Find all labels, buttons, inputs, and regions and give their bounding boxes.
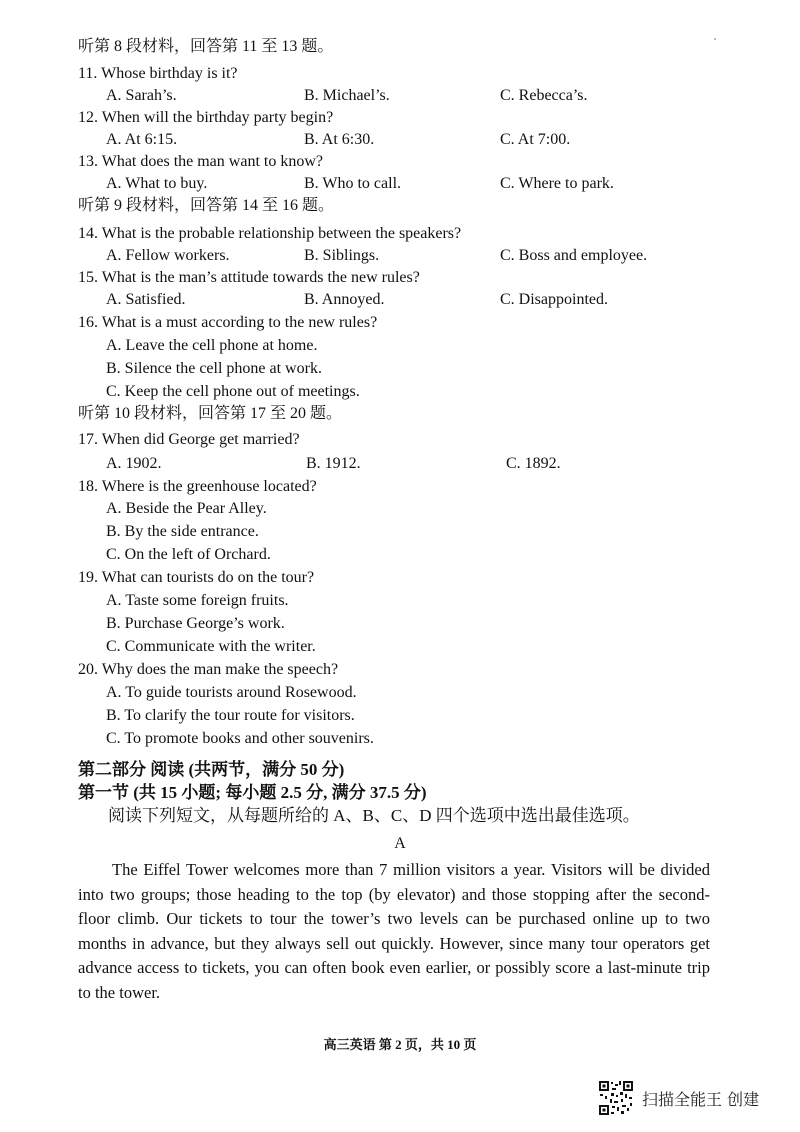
q16-option-c: C. Keep the cell phone out of meetings. (106, 383, 360, 400)
q19-option-c: C. Communicate with the writer. (106, 638, 316, 655)
question-16: 16. What is a must according to the new rules? (78, 314, 378, 331)
q20-option-a: A. To guide tourists around Rosewood. (106, 684, 357, 701)
question-17: 17. When did George get married? (78, 431, 300, 448)
question-13: 13. What does the man want to know? (78, 153, 323, 170)
q16-option-b: B. Silence the cell phone at work. (106, 360, 322, 377)
q18-option-b: B. By the side entrance. (106, 523, 259, 540)
section-9-instruction: 听第 9 段材料，回答第 14 至 16 题。 (78, 197, 335, 214)
q18-option-a: A. Beside the Pear Alley. (106, 500, 267, 517)
question-18: 18. Where is the greenhouse located? (78, 478, 317, 495)
q11-option-a: A. Sarah’s. (106, 87, 177, 104)
q14-option-b: B. Siblings. (304, 247, 380, 264)
q14-option-c: C. Boss and employee. (500, 247, 648, 264)
question-14: 14. What is the probable relationship between the speakers? (78, 225, 462, 242)
question-12: 12. When will the birthday party begin? (78, 109, 334, 126)
q17-option-b: B. 1912. (306, 455, 361, 472)
passage-label: A (394, 835, 406, 852)
scanner-watermark (598, 1080, 759, 1116)
q11-option-b: B. Michael’s. (304, 87, 390, 104)
question-20: 20. Why does the man make the speech? (78, 661, 339, 678)
q12-option-b: B. At 6:30. (304, 131, 375, 148)
q17-option-c: C. 1892. (506, 455, 561, 472)
reading-instruction: 阅读下列短文，从每题所给的 A、B、C、D 四个选项中选出最佳选项。 (108, 806, 640, 825)
q11-option-c: C. Rebecca’s. (500, 87, 588, 104)
passage-a-text (78, 858, 710, 1005)
q17-option-a: A. 1902. (106, 455, 162, 472)
q20-option-c: C. To promote books and other souvenirs. (106, 730, 374, 747)
question-11: 11. Whose birthday is it? (78, 65, 238, 82)
q13-option-c: C. Where to park. (500, 175, 614, 192)
q15-option-c: C. Disappointed. (500, 291, 608, 308)
q13-option-b: B. Who to call. (304, 175, 402, 192)
q13-option-a: A. What to buy. (106, 175, 208, 192)
q19-option-a: A. Taste some foreign fruits. (106, 592, 289, 609)
part-2-heading: 第二部分 阅读 (共两节，满分 50 分) (78, 760, 345, 779)
q19-option-b: B. Purchase George’s work. (106, 615, 285, 632)
q12-option-c: C. At 7:00. (500, 131, 571, 148)
page-footer: 高三英语 第 2 页，共 10 页 (323, 1037, 477, 1052)
scan-speck (714, 38, 716, 40)
question-19: 19. What can tourists do on the tour? (78, 569, 315, 586)
q14-option-a: A. Fellow workers. (106, 247, 230, 264)
q20-option-b: B. To clarify the tour route for visitors. (106, 707, 355, 724)
q12-option-a: A. At 6:15. (106, 131, 178, 148)
section-10-instruction: 听第 10 段材料，回答第 17 至 20 题。 (78, 405, 343, 422)
q18-option-c: C. On the left of Orchard. (106, 546, 271, 563)
section-1-heading: 第一节 (共 15 小题; 每小题 2.5 分, 满分 37.5 分) (78, 783, 427, 802)
q15-option-a: A. Satisfied. (106, 291, 186, 308)
section-8-instruction: 听第 8 段材料，回答第 11 至 13 题。 (78, 38, 334, 55)
q16-option-a: A. Leave the cell phone at home. (106, 337, 318, 354)
scanner-credit: 扫描全能王 创建 (642, 1089, 760, 1109)
q15-option-b: B. Annoyed. (304, 291, 385, 308)
qr-code-icon (598, 1080, 634, 1116)
question-15: 15. What is the man’s attitude towards the new rules? (78, 269, 420, 286)
passage-a-body: The Eiffel Tower welcomes more than 7 million visitors a year. Visitors will be divided into two groups; those heading to the top (by elevator) and those stopping after the second- floor climb. Our tickets to tour the tower’s two levels can be purchased online up to two months in advance, but they always sell out quickly. However, since many tour operators get advance access to tickets, you can often book even earlier, or possibly score a last-minute trip to the tower. (78, 860, 710, 1002)
